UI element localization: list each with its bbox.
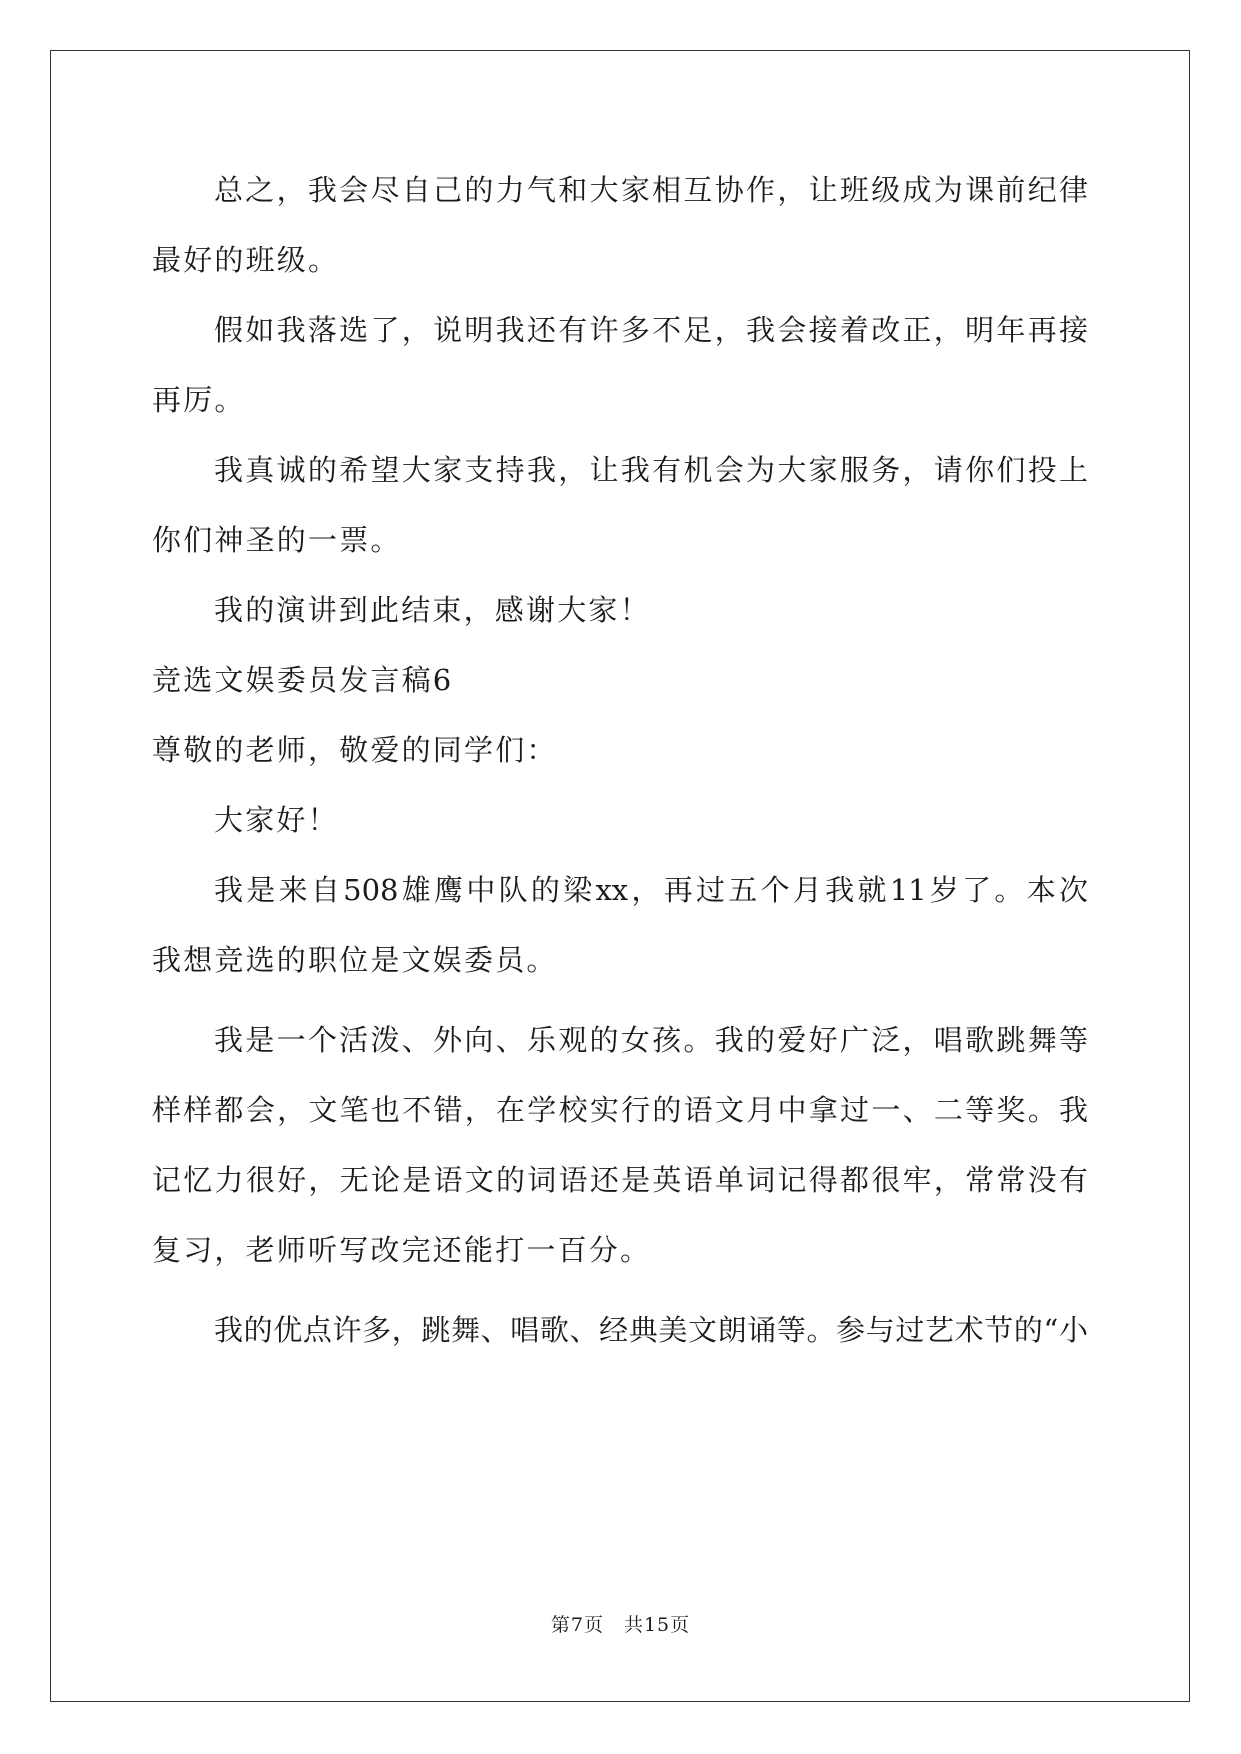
section-heading: 竞选文娱委员发言稿6: [152, 663, 454, 697]
paragraph-line: 我真诚的希望大家支持我，让我有机会为大家服务，请你们投上: [214, 453, 1088, 487]
paragraph-line: 我是来自508雄鹰中队的梁xx，再过五个月我就11岁了。本次: [214, 873, 1088, 907]
paragraph-line: 我的优点许多，跳舞、唱歌、经典美文朗诵等。参与过艺术节的“小: [214, 1313, 1088, 1347]
paragraph-line: 我想竞选的职位是文娱委员。: [152, 943, 558, 977]
paragraph-line: 我是一个活泼、外向、乐观的女孩。我的爱好广泛，唱歌跳舞等: [214, 1023, 1088, 1057]
paragraph-line: 样样都会，文笔也不错，在学校实行的语文月中拿过一、二等奖。我: [152, 1093, 1088, 1127]
paragraph-line: 再厉。: [152, 383, 246, 417]
paragraph-line: 我的演讲到此结束，感谢大家！: [214, 593, 651, 627]
paragraph-line: 复习，老师听写改完还能打一百分。: [152, 1233, 652, 1267]
paragraph-line: 总之，我会尽自己的力气和大家相互协作，让班级成为课前纪律: [214, 173, 1088, 207]
greeting: 大家好！: [214, 803, 339, 837]
salutation: 尊敬的老师，敬爱的同学们：: [152, 733, 558, 767]
paragraph-line: 假如我落选了，说明我还有许多不足，我会接着改正，明年再接: [214, 313, 1088, 347]
paragraph-line: 记忆力很好，无论是语文的词语还是英语单词记得都很牢，常常没有: [152, 1163, 1088, 1197]
page-number-footer: 第7页 共15页: [550, 1614, 691, 1636]
paragraph-line: 最好的班级。: [152, 243, 340, 277]
paragraph-line: 你们神圣的一票。: [152, 523, 402, 557]
